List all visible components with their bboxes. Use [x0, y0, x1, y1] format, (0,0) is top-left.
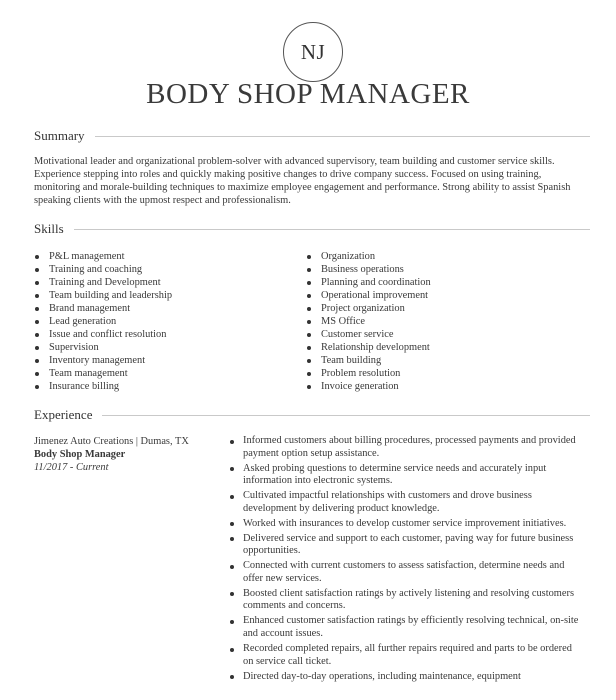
skill-item: Lead generation	[34, 315, 172, 328]
job-responsibilities	[229, 435, 581, 686]
skill-item: Team building	[306, 354, 431, 367]
monogram-badge	[283, 22, 343, 82]
experience-heading: Experience	[34, 407, 93, 422]
responsibility-item: Boosted client satisfaction ratings by actively listening and resolving customers comments and concerns.	[229, 588, 581, 613]
skills-list-left	[34, 250, 172, 393]
responsibility-item: Worked with insurances to develop customer service improvement initiatives.	[229, 518, 581, 531]
skill-item: Project organization	[306, 302, 431, 315]
skill-item: Team building and leadership	[34, 289, 172, 302]
responsibility-item: Delivered service and support to each customer, paving way for future business opportunities.	[229, 533, 581, 558]
skills-section-header	[34, 222, 590, 236]
skill-item: Relationship development	[306, 341, 431, 354]
job-meta	[34, 435, 234, 474]
summary-text: Motivational leader and organizational problem-solver with advanced supervisory, team building and customer service skills. Experience stepping into roles and quickly making positive changes to drive company success. Focused on using training, monitoring and morale-building techniques to maximize employee engagement and performance. Strong ability to assist Spanish speaking clients with the upmost respect and professionalism.	[34, 156, 571, 206]
skill-item: Business operations	[306, 263, 431, 276]
responsibility-item: Directed day-to-day operations, including maintenance, equipment	[229, 671, 581, 684]
skill-item: Issue and conflict resolution	[34, 328, 172, 341]
skill-item: Organization	[306, 250, 431, 263]
skill-item: Inventory management	[34, 354, 172, 367]
skills-heading: Skills	[34, 221, 64, 236]
skills-list-right	[306, 250, 431, 393]
responsibility-item: Asked probing questions to determine service needs and accurately input information into electronic systems.	[229, 463, 581, 488]
responsibility-item: Connected with current customers to assess satisfaction, determine needs and offer new services.	[229, 560, 581, 585]
skill-item: Problem resolution	[306, 367, 431, 380]
summary-heading: Summary	[34, 128, 85, 143]
job-title: Body Shop Manager	[34, 449, 126, 460]
skill-item: Insurance billing	[34, 380, 172, 393]
section-divider	[102, 415, 590, 416]
skill-item: Training and coaching	[34, 263, 172, 276]
experience-section-header	[34, 408, 590, 422]
resume-title: BODY SHOP MANAGER	[146, 78, 470, 110]
responsibility-item: Enhanced customer satisfaction ratings by efficiently resolving technical, on-site and account issues.	[229, 615, 581, 640]
responsibility-item: Cultivated impactful relationships with customers and drove business development by delivering product knowledge.	[229, 490, 581, 515]
monogram-initials: NJ	[300, 39, 326, 64]
skill-item: Planning and coordination	[306, 276, 431, 289]
employer-line: Jimenez Auto Creations | Dumas, TX	[34, 436, 189, 447]
skill-item: P&L management	[34, 250, 172, 263]
skill-item: Training and Development	[34, 276, 172, 289]
skill-item: Brand management	[34, 302, 172, 315]
skill-item: MS Office	[306, 315, 431, 328]
skill-item: Customer service	[306, 328, 431, 341]
skill-item: Supervision	[34, 341, 172, 354]
section-divider	[95, 136, 590, 137]
summary-section-header	[34, 129, 590, 143]
section-divider	[74, 229, 590, 230]
skill-item: Operational improvement	[306, 289, 431, 302]
responsibility-item: Informed customers about billing procedures, processed payments and provided payment option setup assistance.	[229, 435, 581, 460]
responsibility-item: Recorded completed repairs, all further repairs required and parts to be ordered on service call ticket.	[229, 643, 581, 668]
skill-item: Team management	[34, 367, 172, 380]
skill-item: Invoice generation	[306, 380, 431, 393]
job-dates: 11/2017 - Current	[34, 462, 109, 473]
